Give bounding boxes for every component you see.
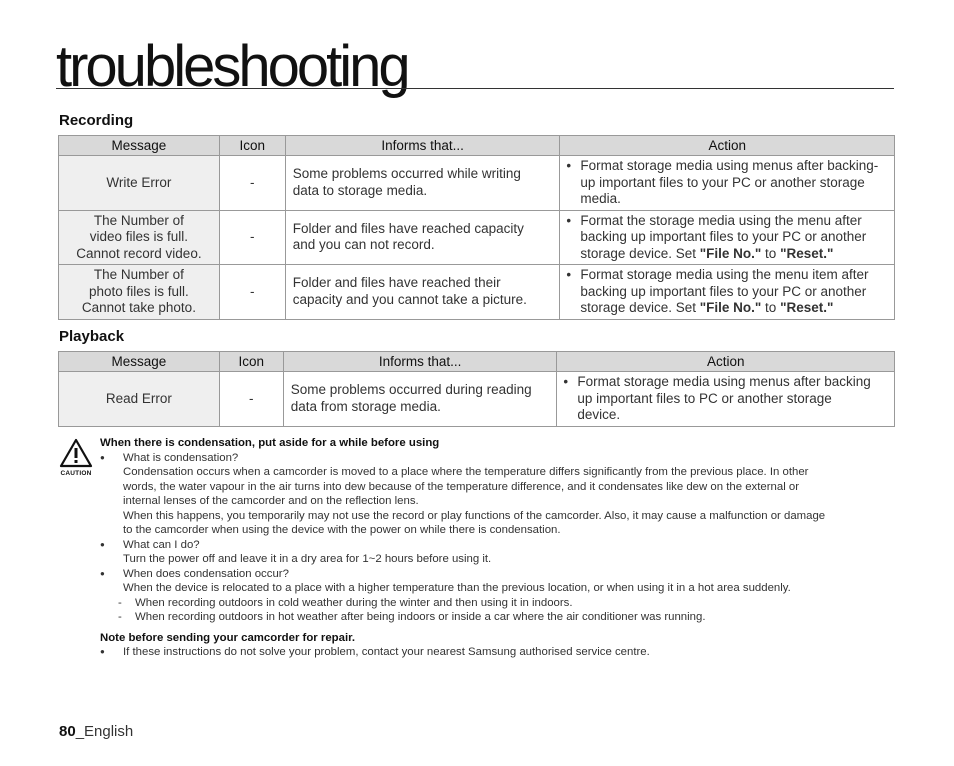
playback-heading: Playback bbox=[59, 328, 125, 345]
action-cell: • Format storage media using menus after backing up important files to PC or another storage device. bbox=[557, 372, 895, 427]
icon-cell: - bbox=[219, 372, 283, 427]
caution-label: CAUTION bbox=[60, 470, 92, 477]
informs-cell: Some problems occurred while writing data to storage media. bbox=[285, 156, 560, 211]
informs-cell: Folder and files have reached capacity and you can not record. bbox=[285, 210, 560, 265]
col-informs: Informs that... bbox=[283, 352, 557, 372]
list-item: ● When does condensation occur? When the device is relocated to a place with a higher temperature than the previous location, or when using it in a hot area suddenly. bbox=[100, 567, 791, 594]
icon-cell: - bbox=[219, 265, 285, 320]
caution-badge bbox=[58, 438, 94, 477]
condensation-heading: When there is condensation, put aside for a while before using bbox=[100, 437, 440, 449]
caution-notes bbox=[58, 436, 898, 660]
title-rule bbox=[56, 88, 894, 89]
informs-cell: Some problems occurred during reading data from storage media. bbox=[283, 372, 557, 427]
page-title: troubleshooting bbox=[56, 34, 408, 99]
col-action: Action bbox=[560, 136, 895, 156]
table-header-row bbox=[59, 136, 895, 156]
action-cell: • Format storage media using the menu item after backing up important files to your PC or another storage device. Set "File No." to "Reset." bbox=[560, 265, 895, 320]
col-message: Message bbox=[59, 136, 220, 156]
recording-heading: Recording bbox=[59, 112, 134, 129]
informs-cell: Folder and files have reached their capacity and you cannot take a picture. bbox=[285, 265, 560, 320]
col-message: Message bbox=[59, 352, 220, 372]
table-row bbox=[59, 210, 895, 265]
message-cell: Write Error bbox=[59, 156, 220, 211]
page-footer bbox=[59, 723, 133, 740]
col-icon: Icon bbox=[219, 136, 285, 156]
col-informs: Informs that... bbox=[285, 136, 560, 156]
message-cell: The Number of photo files is full. Cannot take photo. bbox=[59, 265, 220, 320]
list-item: ● What is condensation? Condensation occurs when a camcorder is moved to a place where the temperature differs significantly from the previous place. In other words, the water vapour in the air turns into dew because of the temperature difference, and it condensates like dew on the external or internal lenses of the camcorder and on the reflection lens. When this happens, you temporarily may not use the record or play functions of the camcorder. Also, it may cause a malfunction or damage to the camcorder when using the device with the power on while there is condensation. bbox=[100, 451, 826, 536]
footer-language: _English bbox=[75, 723, 134, 740]
dash-item: - When recording outdoors in cold weather during the winter and then using it in indoors. bbox=[118, 596, 573, 609]
dash-item: - When recording outdoors in hot weather after being indoors or inside a car where the air conditioner was running. bbox=[118, 611, 706, 623]
action-cell: • Format the storage media using the menu after backing up important files to your PC or another storage device. Set "File No." to "Reset." bbox=[560, 210, 895, 265]
message-cell: The Number of video files is full. Cannot record video. bbox=[59, 210, 220, 265]
message-cell: Read Error bbox=[59, 372, 220, 427]
table-row bbox=[59, 156, 895, 211]
recording-table bbox=[58, 135, 895, 320]
action-cell: • Format storage media using menus after backing- up important files to your PC or another storage media. bbox=[560, 156, 895, 211]
warning-icon bbox=[59, 438, 93, 468]
repair-heading: Note before sending your camcorder for repair. bbox=[100, 631, 356, 644]
page-number: 80 bbox=[59, 723, 76, 740]
icon-cell: - bbox=[219, 156, 285, 211]
col-icon: Icon bbox=[219, 352, 283, 372]
col-action: Action bbox=[557, 352, 895, 372]
playback-table bbox=[58, 351, 895, 427]
table-row bbox=[59, 372, 895, 427]
table-header-row bbox=[59, 352, 895, 372]
table-row bbox=[59, 265, 895, 320]
list-item: ● If these instructions do not solve your problem, contact your nearest Samsung authorised service centre. bbox=[100, 646, 650, 658]
list-item: ● What can I do? Turn the power off and leave it in a dry area for 1~2 hours before using it. bbox=[100, 538, 492, 565]
icon-cell: - bbox=[219, 210, 285, 265]
